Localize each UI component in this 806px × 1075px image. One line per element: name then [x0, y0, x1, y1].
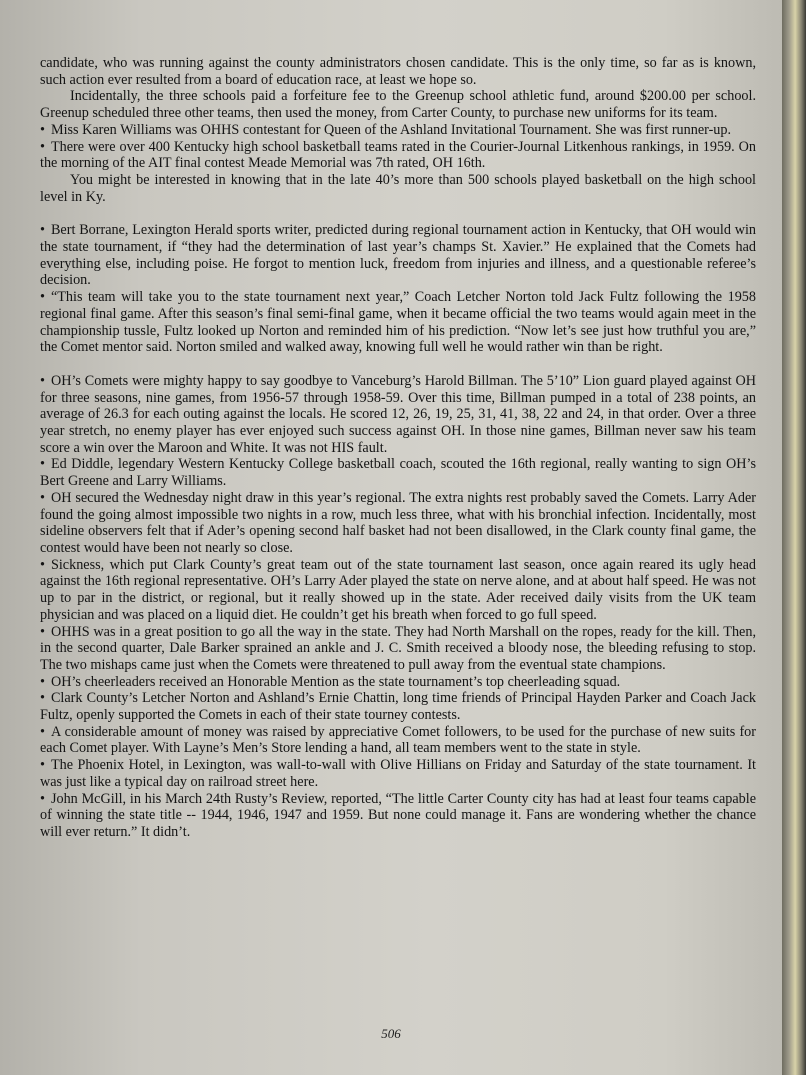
paragraph-text: Bert Borrane, Lexington Herald sports writer, predicted during regional tournament action in Kentucky, that OH would win the state tournament, if “they had the determination of last year’s champs St. Xavier.” He explained that the Comets had everything else, including poise. He forgot to mention luck, freedom from injuries and illness, and a questionable referee’s decision.: [40, 222, 756, 289]
paragraph-text: There were over 400 Kentucky high school basketball teams rated in the Courier-Journal Litkenhous rankings, in 1959. On the morning of the AIT final contest Meade Memorial was 7th rated, OH 16th.: [40, 138, 756, 172]
paragraph: [40, 557, 756, 624]
paragraph-text: Incidentally, the three schools paid a forfeiture fee to the Greenup school athletic fund, around $200.00 per school. Greenup scheduled three other teams, then used the money, from Carter County, to purchase new uniforms for its team.: [40, 88, 756, 122]
paragraph-text: Sickness, which put Clark County’s great team out of the state tournament last season, once again reared its ugly head against the 16th regional representative. OH’s Larry Ader played the state on nerve alone, and at about half speed. He was not up to par in the district, or regional, but it really showed up in the state. Ader received daily visits from the UK team physician and was placed on a liquid diet. He couldn’t get his breath when forced to go full speed.: [40, 556, 756, 623]
paragraph-text: OH’s Comets were mighty happy to say goodbye to Vanceburg’s Harold Billman. The 5’10” Lion guard played against OH for three seasons, nine games, from 1956-57 through 1958-59. Over this time, Billman pumped in a total of 238 points, an average of 26.3 for each outing against the locals. He scored 12, 26, 19, 25, 31, 41, 38, 22 and 24, in that order. Over a three year stretch, no enemy player has ever enjoyed such success against OH. In those nine games, Billman never saw his team score a win over the Maroon and White. It was not HIS fault.: [40, 372, 756, 456]
paragraph: [40, 139, 756, 172]
bullet-icon: •: [40, 723, 45, 740]
paragraph: [40, 674, 756, 691]
paragraph-text: “This team will take you to the state tournament next year,” Coach Letcher Norton told Jack Fultz following the 1958 regional final game. After this season’s final semi-final game, when it became official the two teams would again meet in the championship tussle, Fultz looked up Norton and reminded him of his prediction. “Now let’s see just how truthful you are,” the Comet mentor said. Norton smiled and walked away, knowing full well he would rather win than be right.: [40, 289, 756, 356]
paragraph: [40, 791, 756, 841]
bullet-icon: •: [40, 138, 45, 155]
paragraph: [40, 172, 756, 205]
paragraph-text: Miss Karen Williams was OHHS contestant for Queen of the Ashland Invitational Tournament. She was first runner-up.: [50, 121, 732, 138]
bullet-icon: •: [40, 757, 45, 774]
bullet-icon: •: [40, 556, 45, 573]
bullet-icon: •: [40, 121, 45, 138]
paragraph-text: A considerable amount of money was raised by appreciative Comet followers, to be used for the purchase of new suits for each Comet player. With Layne’s Men’s Store lending a hand, all team members went to the state in style.: [40, 723, 756, 757]
paragraph: [40, 88, 756, 121]
body-text: [40, 55, 756, 841]
bullet-icon: •: [40, 222, 45, 239]
paragraph: [40, 757, 756, 790]
paragraph-text: OH secured the Wednesday night draw in this year’s regional. The extra nights rest probably saved the Comets. Larry Ader found the going almost impossible two nights in a row, much less three, what with his bronchial infection. Incidentally, most sideline observers felt that if Ader’s opening second half basket had not been disallowed, in the Clark county final game, the contest would have been not nearly so close.: [40, 489, 756, 556]
bullet-icon: •: [40, 673, 45, 690]
bullet-icon: •: [40, 372, 45, 389]
paragraph-text: OHHS was in a great position to go all the way in the state. They had North Marshall on the ropes, ready for the kill. Then, in the second quarter, Dale Barker sprained an ankle and J. C. Smith received a bloody nose, the bleeding refusing to stop. The two mishaps came just when the Comets were threatened to pull away from the eventual state champions.: [40, 623, 756, 673]
paragraph: [40, 724, 756, 757]
paragraph-text: You might be interested in knowing that in the late 40’s more than 500 schools played basketball on the high school level in Ky.: [40, 171, 756, 205]
paragraph: [40, 122, 756, 139]
paragraph: [40, 456, 756, 489]
paragraph-text: Ed Diddle, legendary Western Kentucky College basketball coach, scouted the 16th regional, really wanting to sign OH’s Bert Greene and Larry Williams.: [40, 456, 756, 490]
paragraph: [40, 690, 756, 723]
paragraph-text: John McGill, in his March 24th Rusty’s Review, reported, “The little Carter County city has had at least four teams capable of winning the state title -- 1944, 1946, 1947 and 1959. But none could manage it. Fans are wondering whether the chance will ever return.” It didn’t.: [40, 790, 756, 840]
paragraph: [40, 373, 756, 457]
paragraph: [40, 490, 756, 557]
book-binding: [782, 0, 806, 1075]
paragraph-gap: [40, 356, 756, 373]
bullet-icon: •: [40, 456, 45, 473]
bullet-icon: •: [40, 289, 45, 306]
paragraph-text: Clark County’s Letcher Norton and Ashland’s Ernie Chattin, long time friends of Principal Hayden Parker and Coach Jack Fultz, openly supported the Comets in each of their state tourney contests.: [40, 690, 756, 724]
paragraph-text: The Phoenix Hotel, in Lexington, was wall-to-wall with Olive Hillians on Friday and Saturday of the state tournament. It was just like a typical day on railroad street here.: [40, 757, 756, 790]
paragraph: [40, 55, 756, 88]
paragraph: [40, 624, 756, 674]
bullet-icon: •: [40, 790, 45, 807]
bullet-icon: •: [40, 489, 45, 506]
page-number: 506: [381, 1026, 401, 1041]
paragraph-text: candidate, who was running against the county administrators chosen candidate. This is the only time, so far as is known, such action ever resulted from a board of education race, at least we hope so.: [40, 55, 756, 88]
paragraph-gap: [40, 205, 756, 222]
paragraph: [40, 222, 756, 289]
bullet-icon: •: [40, 623, 45, 640]
paragraph: [40, 289, 756, 356]
paragraph-text: OH’s cheerleaders received an Honorable Mention as the state tournament’s top cheerleading squad.: [50, 673, 621, 690]
bullet-icon: •: [40, 690, 45, 707]
